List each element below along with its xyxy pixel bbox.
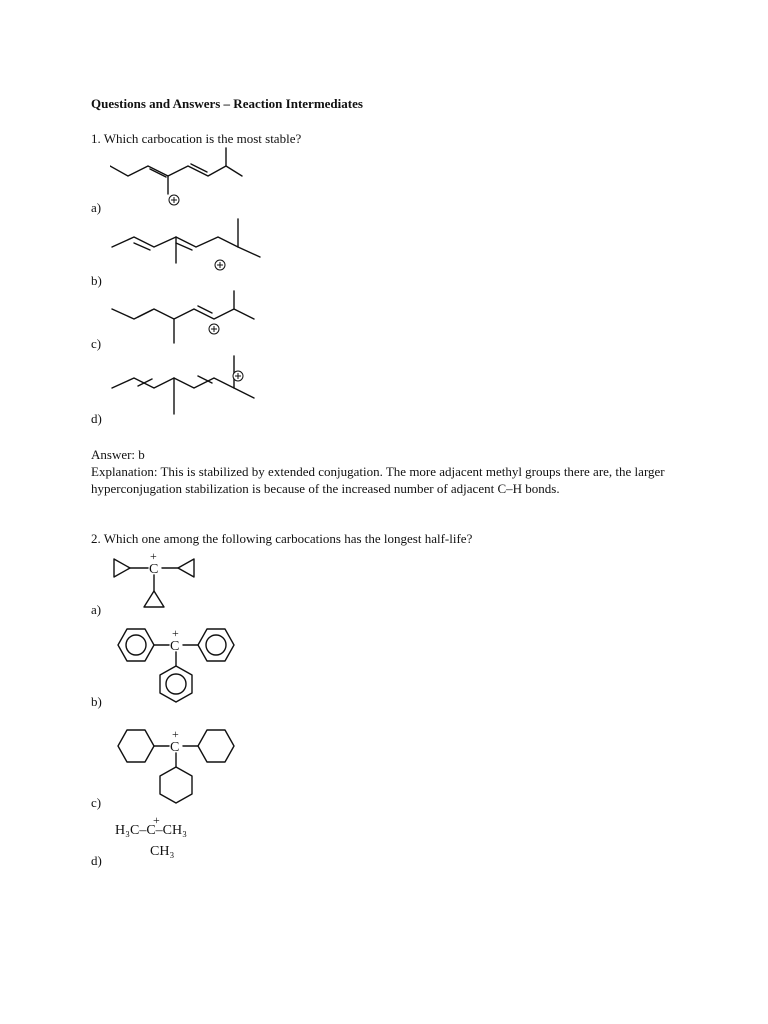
q2-option-c-label: c) (91, 795, 102, 810)
q1-structure-b (110, 213, 270, 275)
q1-option-a-label: a) (91, 200, 102, 215)
q2-structure-c (114, 723, 240, 805)
svg-text:C: C (149, 562, 159, 577)
q1-structure-c (110, 287, 270, 349)
q1-answer: Answer: b (91, 447, 145, 462)
q1-explanation: Explanation: This is stabilized by extended conjugation. The more adjacent methyl groups there are, the larger hyperconjugation stabilization is because of the increased number of adjacent C–H bonds. (91, 464, 665, 496)
page-title: Questions and Answers – Reaction Intermediates (91, 96, 363, 111)
svg-text:+: + (172, 727, 179, 741)
q2-option-d-label: d) (91, 853, 102, 868)
q1-option-b-label: b) (91, 273, 102, 288)
q2-structure-a (110, 551, 210, 613)
svg-text:+: + (150, 551, 157, 563)
question-1-text: 1. Which carbocation is the most stable? (91, 131, 302, 146)
svg-text:+: + (172, 626, 179, 640)
q2-structure-d (115, 814, 225, 864)
q2-d-formula-line2: CH₃ (150, 844, 175, 859)
svg-text:C: C (170, 740, 180, 755)
svg-text:C: C (170, 639, 180, 654)
q1-structure-d (110, 352, 260, 418)
q1-option-c-label: c) (91, 336, 102, 351)
q1-structure-a (110, 146, 250, 208)
q2-d-charge: + (153, 813, 160, 827)
question-2-text: 2. Which one among the following carbocations has the longest half-life? (91, 531, 473, 546)
q1-option-d-label: d) (91, 411, 102, 426)
q2-option-a-label: a) (91, 602, 102, 617)
q2-d-formula-line1: H₃C–C–CH₃ (115, 823, 187, 838)
q2-structure-b (114, 622, 240, 704)
q2-option-b-label: b) (91, 694, 102, 709)
